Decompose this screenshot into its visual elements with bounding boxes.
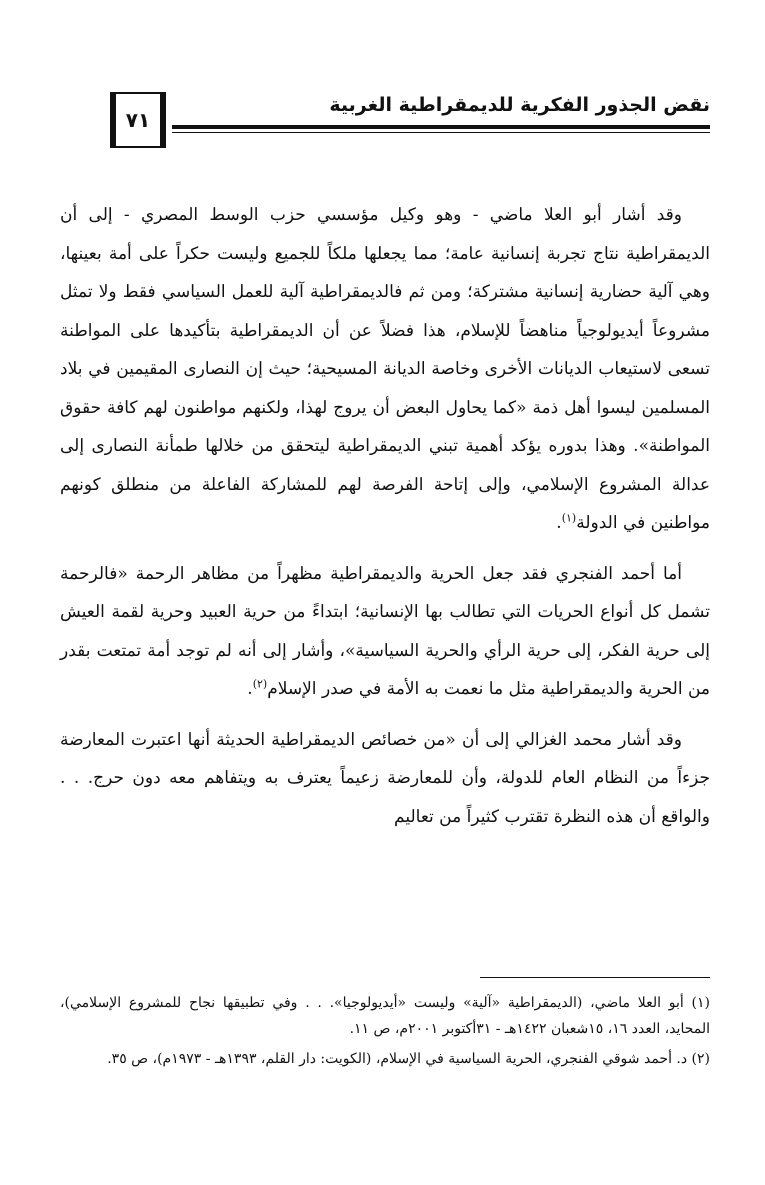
paragraph-2-end: . — [247, 679, 253, 699]
paragraph-1-text: وقد أشار أبو العلا ماضي - وهو وكيل مؤسسي حزب الوسط المصري - إلى أن الديمقراطية نتاج تجربة إنسانية عامة؛ مما يجعلها ملكاً للجميع وليست حكراً على أمة بعينها، وهي آلية حضارية إنسانية مشتركة؛ ومن ثم فالديمقراطية آلية للعمل السياسي فقط ولا تمثل مشروعاً أيديولوجياً مناهضاً للإسلام، هذا فضلاً عن أن الديمقراطية بتأكيدها على المواطنة تسعى لاستيعاب الديانات الأخرى وخاصة الديانة المسيحية؛ حيث إن النصارى المقيمين في بلاد المسلمين ليسوا أهل ذمة «كما يحاول البعض أن يروج لهذا، ولكنهم مواطنون لهم كافة حقوق المواطنة». وهذا بدوره يؤكد أهمية تبني الديمقراطية ليتحقق من خلالها طمأنة النصارى إلى عدالة المشروع الإسلامي، وإلى إتاحة الفرصة لهم للمشاركة الفاعلة من منطلق كونهم مواطنين في الدولة — [60, 205, 710, 533]
paragraph-2 — [60, 555, 710, 709]
page-header — [110, 92, 710, 156]
header-rule — [172, 125, 710, 129]
paragraph-3: وقد أشار محمد الغزالي إلى أن «من خصائص الديمقراطية الحديثة أنها اعتبرت المعارضة جزءاً من النظام العام للدولة، وأن للمعارضة زعيماً يعترف به ويتفاهم معه دون حرج. . . والواقع أن هذه النظرة تقترب كثيراً من تعاليم — [60, 729, 710, 827]
running-title: نقض الجذور الفكرية للديمقراطية الغربية — [329, 94, 710, 116]
footnote-2: (٢) د. أحمد شوقي الفنجري، الحرية السياسية في الإسلام، (الكويت: دار القلم، ١٣٩٣هـ - ١٩٧٣م)، ص ٣٥. — [107, 1051, 710, 1067]
footnote-1: (١) أبو العلا ماضي، (الديمقراطية «آلية» وليست «أيديولوجيا». . . وفي تطبيقها نجاح للمشروع الإسلامي)، المحايد، العدد ١٦، ١٥شعبان ١٤٢٢هـ - ٣١أكتوبر ٢٠٠١م، ص ١١. — [60, 995, 710, 1037]
footnotes — [60, 990, 710, 1076]
paragraph-1-end: . — [556, 513, 562, 533]
page-number: ٧١ — [110, 92, 166, 148]
footnote-ref-2[interactable]: (٢) — [252, 677, 268, 691]
footnote-separator — [480, 977, 710, 978]
paragraph-2-text: أما أحمد الفنجري فقد جعل الحرية والديمقراطية مظهراً من مظاهر الرحمة «فالرحمة تشمل كل أنواع الحريات التي تطالب بها الإنسانية؛ ابتداءً من حرية العبيد وحرية لقمة العيش إلى حرية الفكر، إلى حرية الرأي والحرية السياسية»، وأشار إلى أنه لم توجد أمة تمتعت بقدر من الحرية والديمقراطية مثل ما نعمت به الأمة في صدر الإسلام — [60, 563, 710, 699]
footnote-ref-1[interactable]: (١) — [561, 511, 577, 525]
paragraph-1 — [60, 196, 710, 543]
body-text — [60, 196, 710, 836]
header-rule-thin — [172, 132, 710, 133]
